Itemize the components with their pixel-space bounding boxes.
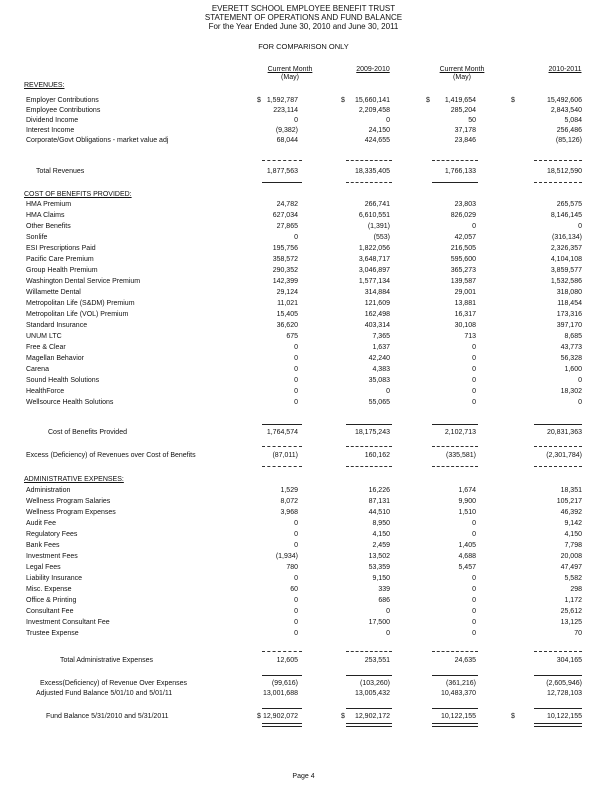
value-cell: 162,498 bbox=[364, 311, 390, 318]
subtotal-rule bbox=[432, 446, 478, 447]
value-cell: 780 bbox=[286, 564, 298, 571]
value-cell: 0 bbox=[472, 619, 476, 626]
value-cell: 0 bbox=[472, 223, 476, 230]
value-cell: 314,884 bbox=[364, 289, 390, 296]
currency-symbol: $ bbox=[341, 97, 345, 104]
value-cell: 0 bbox=[472, 366, 476, 373]
value-cell: 0 bbox=[294, 619, 298, 626]
value-cell: 0 bbox=[294, 630, 298, 637]
value-cell: 1,822,056 bbox=[358, 245, 390, 252]
subtotal-rule bbox=[262, 446, 302, 447]
row-label: Magellan Behavior bbox=[26, 355, 84, 362]
value-cell: 8,072 bbox=[280, 498, 298, 505]
currency-symbol: $ bbox=[341, 713, 345, 720]
excess-over-benefits-label: Excess (Deficiency) of Revenues over Cost of Benefits bbox=[26, 452, 196, 459]
value-cell: 0 bbox=[294, 520, 298, 527]
row-label: Investment Fees bbox=[26, 553, 78, 560]
currency-symbol: $ bbox=[257, 713, 261, 720]
value-cell: 0 bbox=[472, 630, 476, 637]
currency-symbol: $ bbox=[511, 97, 515, 104]
value-cell: (85,126) bbox=[555, 137, 582, 144]
row-label: Investment Consultant Fee bbox=[26, 619, 110, 626]
total-administrative-expenses-label: Total Administrative Expenses bbox=[60, 657, 153, 664]
row-label: ESI Prescriptions Paid bbox=[26, 245, 96, 252]
value-cell: 8,685 bbox=[564, 333, 582, 340]
value-cell: 27,865 bbox=[276, 223, 298, 230]
row-label: Dividend Income bbox=[26, 117, 79, 124]
value-cell: 0 bbox=[294, 117, 298, 124]
col-subheader-may-2010: (May) bbox=[281, 74, 299, 81]
value-cell: (103,260) bbox=[360, 680, 390, 687]
value-cell: 12,605 bbox=[276, 657, 298, 664]
row-label: Metropolitan Life (VOL) Premium bbox=[26, 311, 129, 318]
value-cell: 0 bbox=[294, 542, 298, 549]
value-cell: 9,142 bbox=[564, 520, 582, 527]
value-cell: 1,510 bbox=[458, 509, 476, 516]
row-label: Regulatory Fees bbox=[26, 531, 78, 538]
value-cell: 0 bbox=[294, 597, 298, 604]
value-cell: 42,057 bbox=[454, 234, 476, 241]
value-cell: 12,728,103 bbox=[546, 690, 582, 697]
subtotal-rule bbox=[432, 708, 478, 709]
row-label: Consultant Fee bbox=[26, 608, 74, 615]
value-cell: 1,577,134 bbox=[358, 278, 390, 285]
value-cell: (335,581) bbox=[446, 452, 476, 459]
value-cell: 595,600 bbox=[450, 256, 476, 263]
value-cell: 87,131 bbox=[368, 498, 390, 505]
col-header-current-month-2010: Current Month bbox=[267, 66, 313, 73]
value-cell: 15,660,141 bbox=[354, 97, 390, 104]
subtotal-rule bbox=[534, 160, 582, 161]
value-cell: 2,459 bbox=[372, 542, 390, 549]
value-cell: 1,764,574 bbox=[266, 429, 298, 436]
value-cell: 1,592,787 bbox=[266, 97, 298, 104]
value-cell: 5,084 bbox=[564, 117, 582, 124]
subtotal-rule bbox=[346, 466, 392, 467]
subtotal-rule bbox=[534, 446, 582, 447]
row-label: Wellness Program Salaries bbox=[26, 498, 111, 505]
value-cell: 298 bbox=[570, 586, 582, 593]
row-label: Washington Dental Service Premium bbox=[26, 278, 141, 285]
excess-over-expenses-label: Excess(Deficiency) of Revenue Over Expenses bbox=[40, 680, 188, 687]
subtotal-rule bbox=[262, 160, 302, 161]
subtotal-rule bbox=[346, 675, 392, 676]
value-cell: 2,326,357 bbox=[550, 245, 582, 252]
value-cell: 50 bbox=[468, 117, 476, 124]
row-label: HMA Premium bbox=[26, 201, 72, 208]
value-cell: 4,150 bbox=[564, 531, 582, 538]
subtotal-rule bbox=[262, 651, 302, 652]
value-cell: (553) bbox=[373, 234, 390, 241]
value-cell: 0 bbox=[294, 608, 298, 615]
value-cell: 16,226 bbox=[368, 487, 390, 494]
value-cell: 1,877,563 bbox=[266, 168, 298, 175]
value-cell: 318,080 bbox=[556, 289, 582, 296]
value-cell: 5,582 bbox=[564, 575, 582, 582]
value-cell: 424,655 bbox=[364, 137, 390, 144]
value-cell: 18,351 bbox=[560, 487, 582, 494]
value-cell: 139,587 bbox=[450, 278, 476, 285]
value-cell: 0 bbox=[472, 355, 476, 362]
value-cell: 7,798 bbox=[564, 542, 582, 549]
value-cell: 20,831,363 bbox=[546, 429, 582, 436]
row-label: Bank Fees bbox=[26, 542, 60, 549]
row-label: Standard Insurance bbox=[26, 322, 88, 329]
currency-symbol: $ bbox=[257, 97, 261, 104]
col-subheader-may-2011: (May) bbox=[453, 74, 471, 81]
subtotal-rule bbox=[346, 424, 392, 425]
subtotal-rule bbox=[432, 424, 478, 425]
value-cell: 0 bbox=[472, 575, 476, 582]
row-label: Pacific Care Premium bbox=[26, 256, 94, 263]
value-cell: 160,162 bbox=[364, 452, 390, 459]
col-header-2010-2011: 2010-2011 bbox=[548, 66, 582, 73]
value-cell: 0 bbox=[294, 388, 298, 395]
double-rule bbox=[262, 723, 302, 727]
col-header-2009-2010: 2009-2010 bbox=[356, 66, 390, 73]
subtotal-rule bbox=[534, 466, 582, 467]
subtotal-rule bbox=[262, 675, 302, 676]
value-cell: 173,316 bbox=[556, 311, 582, 318]
value-cell: (361,216) bbox=[446, 680, 476, 687]
double-rule bbox=[346, 723, 392, 727]
value-cell: 195,756 bbox=[272, 245, 298, 252]
value-cell: (87,011) bbox=[272, 452, 298, 459]
value-cell: 1,637 bbox=[372, 344, 390, 351]
value-cell: 42,240 bbox=[368, 355, 390, 362]
value-cell: (2,605,946) bbox=[546, 680, 582, 687]
value-cell: 0 bbox=[386, 388, 390, 395]
row-label: Free & Clear bbox=[26, 344, 66, 351]
value-cell: (1,934) bbox=[275, 553, 298, 560]
value-cell: 0 bbox=[472, 388, 476, 395]
row-label: Administration bbox=[26, 487, 71, 494]
subtotal-rule bbox=[432, 675, 478, 676]
row-label: Total Revenues bbox=[36, 168, 85, 175]
row-label: Trustee Expense bbox=[26, 630, 79, 637]
value-cell: 18,302 bbox=[560, 388, 582, 395]
value-cell: 36,620 bbox=[276, 322, 298, 329]
value-cell: 4,383 bbox=[372, 366, 390, 373]
value-cell: 339 bbox=[378, 586, 390, 593]
value-cell: 1,600 bbox=[564, 366, 582, 373]
value-cell: 7,365 bbox=[372, 333, 390, 340]
value-cell: 4,104,108 bbox=[550, 256, 582, 263]
total-rule bbox=[346, 182, 392, 183]
value-cell: 0 bbox=[386, 117, 390, 124]
value-cell: (1,391) bbox=[367, 223, 390, 230]
value-cell: 35,083 bbox=[368, 377, 390, 384]
value-cell: 290,352 bbox=[272, 267, 298, 274]
value-cell: 43,773 bbox=[560, 344, 582, 351]
value-cell: 0 bbox=[578, 223, 582, 230]
comparison-note: FOR COMPARISON ONLY bbox=[258, 42, 349, 51]
value-cell: 1,529 bbox=[280, 487, 298, 494]
double-rule bbox=[534, 723, 582, 727]
value-cell: 223,114 bbox=[273, 107, 298, 114]
row-label: Sonlife bbox=[26, 234, 48, 241]
value-cell: 44,510 bbox=[368, 509, 390, 516]
value-cell: 15,492,606 bbox=[546, 97, 582, 104]
value-cell: 13,005,432 bbox=[354, 690, 390, 697]
value-cell: 13,881 bbox=[454, 300, 476, 307]
period-line: For the Year Ended June 30, 2010 and June 30, 2011 bbox=[208, 22, 399, 31]
total-rule bbox=[262, 182, 302, 183]
row-label: Employer Contributions bbox=[26, 97, 99, 104]
value-cell: 10,122,155 bbox=[546, 713, 582, 720]
adjusted-fund-balance-label: Adjusted Fund Balance 5/01/10 and 5/01/11 bbox=[36, 690, 173, 697]
subtotal-rule bbox=[346, 446, 392, 447]
value-cell: 403,314 bbox=[364, 322, 390, 329]
value-cell: 15,405 bbox=[276, 311, 298, 318]
row-label: Wellness Program Expenses bbox=[26, 509, 116, 516]
value-cell: 3,859,577 bbox=[550, 267, 582, 274]
value-cell: 55,065 bbox=[368, 399, 390, 406]
value-cell: 285,204 bbox=[450, 107, 476, 114]
row-label: Wellsource Health Solutions bbox=[26, 399, 114, 406]
value-cell: 0 bbox=[472, 377, 476, 384]
value-cell: 46,392 bbox=[560, 509, 582, 516]
value-cell: 0 bbox=[294, 377, 298, 384]
value-cell: 60 bbox=[290, 586, 298, 593]
value-cell: 253,551 bbox=[364, 657, 390, 664]
row-label: Metropolitan Life (S&DM) Premium bbox=[26, 300, 135, 307]
value-cell: (9,382) bbox=[275, 127, 298, 134]
value-cell: 2,843,540 bbox=[550, 107, 582, 114]
value-cell: 30,108 bbox=[454, 322, 476, 329]
subtotal-rule bbox=[262, 708, 302, 709]
value-cell: 6,610,551 bbox=[358, 212, 390, 219]
value-cell: (2,301,784) bbox=[546, 452, 582, 459]
value-cell: 12,902,072 bbox=[262, 713, 298, 720]
value-cell: 686 bbox=[378, 597, 390, 604]
value-cell: 56,328 bbox=[560, 355, 582, 362]
value-cell: 25,612 bbox=[560, 608, 582, 615]
value-cell: 627,034 bbox=[272, 212, 298, 219]
subtotal-rule bbox=[262, 466, 302, 467]
page-number: Page 4 bbox=[292, 773, 315, 780]
value-cell: 0 bbox=[472, 586, 476, 593]
value-cell: 365,273 bbox=[450, 267, 476, 274]
value-cell: 826,029 bbox=[450, 212, 476, 219]
row-label: Sound Health Solutions bbox=[26, 377, 100, 384]
value-cell: 0 bbox=[294, 344, 298, 351]
double-rule bbox=[432, 723, 478, 727]
value-cell: 18,175,243 bbox=[354, 429, 390, 436]
value-cell: 0 bbox=[294, 234, 298, 241]
value-cell: 1,419,654 bbox=[444, 97, 476, 104]
row-label: Misc. Expense bbox=[26, 586, 72, 593]
subtotal-rule bbox=[534, 424, 582, 425]
value-cell: 68,044 bbox=[276, 137, 298, 144]
value-cell: (316,134) bbox=[552, 234, 582, 241]
value-cell: 20,008 bbox=[560, 553, 582, 560]
value-cell: 1,405 bbox=[458, 542, 476, 549]
value-cell: 4,688 bbox=[458, 553, 476, 560]
value-cell: 1,172 bbox=[564, 597, 582, 604]
value-cell: 11,021 bbox=[277, 300, 298, 307]
value-cell: 23,846 bbox=[454, 137, 476, 144]
value-cell: 18,335,405 bbox=[354, 168, 390, 175]
value-cell: 9,900 bbox=[458, 498, 476, 505]
subtotal-rule bbox=[534, 675, 582, 676]
value-cell: 0 bbox=[294, 531, 298, 538]
subtotal-rule bbox=[432, 651, 478, 652]
row-label: HMA Claims bbox=[26, 212, 65, 219]
subtotal-rule bbox=[432, 466, 478, 467]
value-cell: 713 bbox=[464, 333, 476, 340]
value-cell: 8,950 bbox=[372, 520, 390, 527]
value-cell: (99,616) bbox=[271, 680, 298, 687]
total-rule bbox=[432, 182, 478, 183]
value-cell: 0 bbox=[472, 597, 476, 604]
row-label: Audit Fee bbox=[26, 520, 56, 527]
row-label: Employee Contributions bbox=[26, 107, 101, 114]
value-cell: 0 bbox=[472, 399, 476, 406]
row-label: Office & Printing bbox=[26, 597, 77, 604]
value-cell: 10,122,155 bbox=[440, 713, 476, 720]
value-cell: 0 bbox=[472, 520, 476, 527]
value-cell: 0 bbox=[472, 608, 476, 615]
value-cell: 0 bbox=[294, 366, 298, 373]
subtotal-rule bbox=[432, 160, 478, 161]
value-cell: 2,209,458 bbox=[358, 107, 390, 114]
row-label: Group Health Premium bbox=[26, 267, 98, 274]
value-cell: 0 bbox=[578, 377, 582, 384]
value-cell: 29,124 bbox=[276, 289, 298, 296]
value-cell: 37,178 bbox=[454, 127, 476, 134]
row-label: UNUM LTC bbox=[26, 333, 62, 340]
value-cell: 0 bbox=[386, 630, 390, 637]
subtotal-rule bbox=[534, 708, 582, 709]
value-cell: 142,399 bbox=[272, 278, 298, 285]
section-administrative-expenses: ADMINISTRATIVE EXPENSES: bbox=[24, 476, 124, 483]
value-cell: 216,505 bbox=[450, 245, 476, 252]
value-cell: 3,046,897 bbox=[358, 267, 390, 274]
subtotal-rule bbox=[346, 160, 392, 161]
value-cell: 397,170 bbox=[556, 322, 582, 329]
value-cell: 24,635 bbox=[454, 657, 476, 664]
value-cell: 5,457 bbox=[458, 564, 476, 571]
value-cell: 265,575 bbox=[556, 201, 582, 208]
row-label: Legal Fees bbox=[26, 564, 61, 571]
value-cell: 118,454 bbox=[557, 300, 582, 307]
trust-name: EVERETT SCHOOL EMPLOYEE BENEFIT TRUST bbox=[211, 4, 396, 13]
value-cell: 0 bbox=[294, 355, 298, 362]
col-header-current-month-2011: Current Month bbox=[439, 66, 485, 73]
value-cell: 358,572 bbox=[272, 256, 298, 263]
statement-title: STATEMENT OF OPERATIONS AND FUND BALANCE bbox=[204, 13, 403, 22]
subtotal-rule bbox=[262, 424, 302, 425]
value-cell: 0 bbox=[578, 399, 582, 406]
subtotal-rule bbox=[534, 651, 582, 652]
subtotal-rule bbox=[346, 708, 392, 709]
value-cell: 0 bbox=[386, 608, 390, 615]
row-label: Carena bbox=[26, 366, 49, 373]
row-label: Liability Insurance bbox=[26, 575, 83, 582]
value-cell: 256,486 bbox=[556, 127, 582, 134]
value-cell: 24,782 bbox=[276, 201, 298, 208]
value-cell: 3,648,717 bbox=[358, 256, 390, 263]
value-cell: 3,968 bbox=[280, 509, 298, 516]
section-revenues: REVENUES: bbox=[24, 82, 65, 89]
value-cell: 23,803 bbox=[454, 201, 476, 208]
value-cell: 675 bbox=[286, 333, 298, 340]
row-label: Corporate/Govt Obligations - market value adj bbox=[26, 137, 169, 144]
total-rule bbox=[534, 182, 582, 183]
value-cell: 1,532,586 bbox=[550, 278, 582, 285]
value-cell: 18,512,590 bbox=[546, 168, 582, 175]
value-cell: 13,001,688 bbox=[262, 690, 298, 697]
subtotal-rule bbox=[346, 651, 392, 652]
value-cell: 4,150 bbox=[372, 531, 390, 538]
row-label: HealthForce bbox=[26, 388, 65, 395]
value-cell: 105,217 bbox=[556, 498, 582, 505]
value-cell: 47,497 bbox=[560, 564, 582, 571]
fund-balance-label: Fund Balance 5/31/2010 and 5/31/2011 bbox=[46, 713, 169, 720]
value-cell: 121,609 bbox=[364, 300, 390, 307]
value-cell: 12,902,172 bbox=[354, 713, 390, 720]
value-cell: 8,146,145 bbox=[550, 212, 582, 219]
value-cell: 2,102,713 bbox=[444, 429, 476, 436]
cost-of-benefits-label: Cost of Benefits Provided bbox=[48, 429, 127, 436]
row-label: Willamette Dental bbox=[26, 289, 81, 296]
value-cell: 266,741 bbox=[364, 201, 390, 208]
currency-symbol: $ bbox=[426, 97, 430, 104]
value-cell: 1,766,133 bbox=[444, 168, 476, 175]
value-cell: 13,125 bbox=[560, 619, 582, 626]
value-cell: 13,502 bbox=[368, 553, 390, 560]
value-cell: 0 bbox=[472, 344, 476, 351]
value-cell: 17,500 bbox=[368, 619, 390, 626]
value-cell: 0 bbox=[294, 399, 298, 406]
value-cell: 53,359 bbox=[368, 564, 390, 571]
value-cell: 1,674 bbox=[458, 487, 476, 494]
value-cell: 0 bbox=[472, 531, 476, 538]
value-cell: 16,317 bbox=[454, 311, 476, 318]
section-cost-of-benefits: COST OF BENEFITS PROVIDED: bbox=[24, 191, 132, 198]
row-label: Interest Income bbox=[26, 127, 75, 134]
value-cell: 304,165 bbox=[556, 657, 582, 664]
value-cell: 0 bbox=[294, 575, 298, 582]
value-cell: 29,001 bbox=[454, 289, 476, 296]
value-cell: 9,150 bbox=[372, 575, 390, 582]
value-cell: 10,483,370 bbox=[440, 690, 476, 697]
value-cell: 70 bbox=[574, 630, 582, 637]
row-label: Other Benefits bbox=[26, 223, 71, 230]
value-cell: 24,150 bbox=[368, 127, 390, 134]
currency-symbol: $ bbox=[511, 713, 515, 720]
